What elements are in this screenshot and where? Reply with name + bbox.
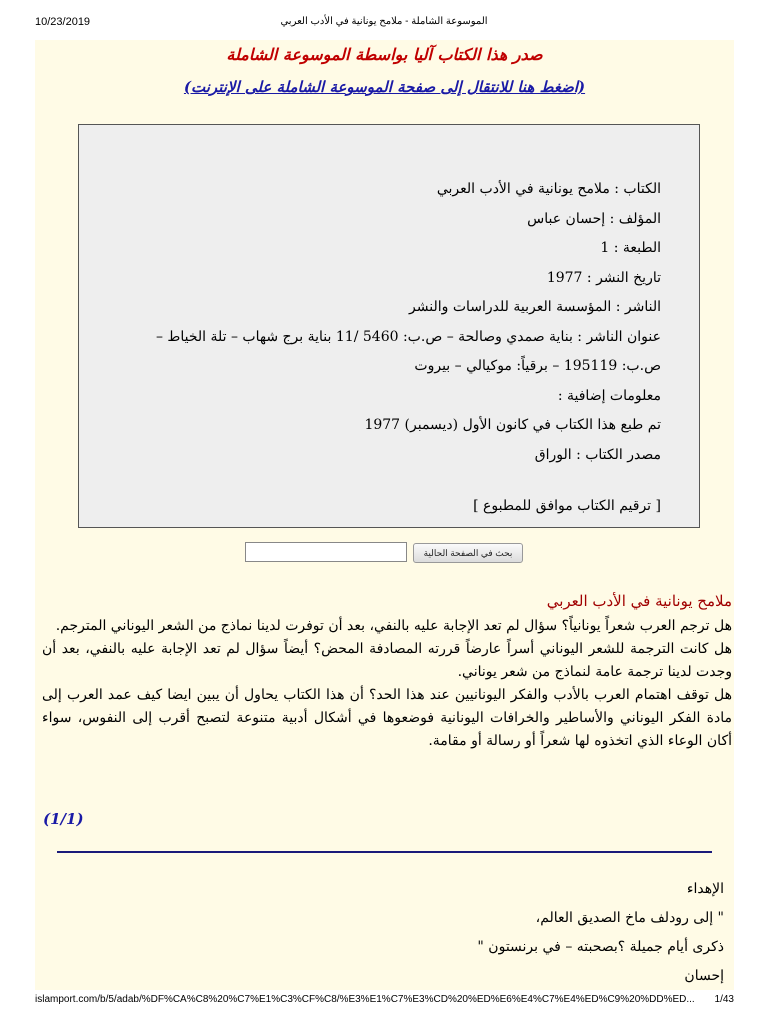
section-title: ملامح يونانية في الأدب العربي: [546, 592, 732, 610]
info-line: عنوان الناشر : بناية صمدي وصالحة – ص.ب: 5460 /11 بناية برج شهاب – تلة الخياط –: [155, 328, 661, 345]
dedication-heading: الإهداء: [686, 881, 724, 897]
info-line: معلومات إضافية :: [557, 387, 661, 404]
info-line: الناشر : المؤسسة العربية للدراسات والنشر: [409, 299, 661, 315]
paragraph: هل توقف اهتمام العرب بالأدب والفكر اليونانيين عند هذا الحد؟ أن هذا الكتاب يحاول أن يبين ايضا كيف عمد العرب إلى مادة الفكر اليوناني والأساطير والخرافات اليونانية فوضعوها في أشكال أدبية متنوعة لتصبح أقرب إلى النفوس، سواء أكان الوعاء الذي اتخذوه لها شعراً أو رسالة أو مقامة.: [42, 687, 732, 749]
pagination-note: [ ترقيم الكتاب موافق للمطبوع ]: [473, 498, 661, 514]
print-title: الموسوعة الشاملة - ملامح يونانية في الأدب العربي: [280, 16, 488, 27]
dedication-line: ذكرى أيام جميلة ؟بصحبته – في برنستون ": [477, 939, 724, 955]
info-line: مصدر الكتاب : الوراق: [534, 446, 661, 463]
info-line: تم طبع هذا الكتاب في كانون الأول (ديسمبر) 1977: [364, 417, 661, 433]
page-url: islamport.com/b/5/adab/%DF%CA%C8%20%C7%E1%C3%CF%C8/%E3%E1%C7%E3%CD%20%ED%E6%E4%C7%E4%ED%C9%20%DD%ED...: [35, 994, 695, 1005]
dedication: [477, 875, 724, 990]
info-line: تاريخ النشر : 1977: [546, 269, 661, 286]
book-info-box: [78, 124, 700, 528]
print-footer: [0, 990, 768, 1024]
dedication-line: " إلى رودلف ماخ الصديق العالم،: [535, 910, 724, 926]
print-header: [0, 0, 768, 40]
paragraph: هل كانت الترجمة للشعر اليوناني أسراً عارضاً قررته المصادفة المحض؟ أيضاً سؤال لم تعد الإجابة عليه بالنفي، بعد أن وجدت لدينا ترجمة عامة لنماذج من شعر يوناني.: [42, 641, 732, 680]
page-number: 1/43: [714, 994, 734, 1005]
search-input[interactable]: [245, 542, 407, 562]
book-info-list: [156, 175, 661, 522]
dedication-signature: إحسان: [684, 968, 724, 984]
info-line: ص.ب: 195119 – برقياً: موكيالي – بيروت: [414, 358, 661, 374]
divider: [57, 851, 712, 853]
search-current-page-button[interactable]: بحث في الصفحة الحالية: [413, 543, 523, 563]
page-marker: (1/1): [43, 810, 84, 828]
search-bar: [245, 542, 545, 564]
info-line: الكتاب : ملامح يونانية في الأدب العربي: [436, 181, 661, 197]
print-date: 10/23/2019: [35, 16, 91, 28]
page-content: [35, 40, 734, 990]
encyclopedia-link[interactable]: (اضغط هنا للانتقال إلى صفحة الموسوعة الشاملة على الإنترنت): [183, 78, 586, 96]
intro-text: [42, 615, 732, 753]
banner-heading: صدر هذا الكتاب آليا بواسطة الموسوعة الشاملة: [226, 45, 543, 64]
info-line: المؤلف : إحسان عباس: [527, 210, 661, 227]
paragraph: هل ترجم العرب شعراً يونانياً؟ سؤال لم تعد الإجابة عليه بالنفي، بعد أن توفرت لدينا نماذج من الشعر اليوناني المترجم.: [55, 618, 732, 634]
info-line: الطبعة : 1: [600, 240, 661, 256]
